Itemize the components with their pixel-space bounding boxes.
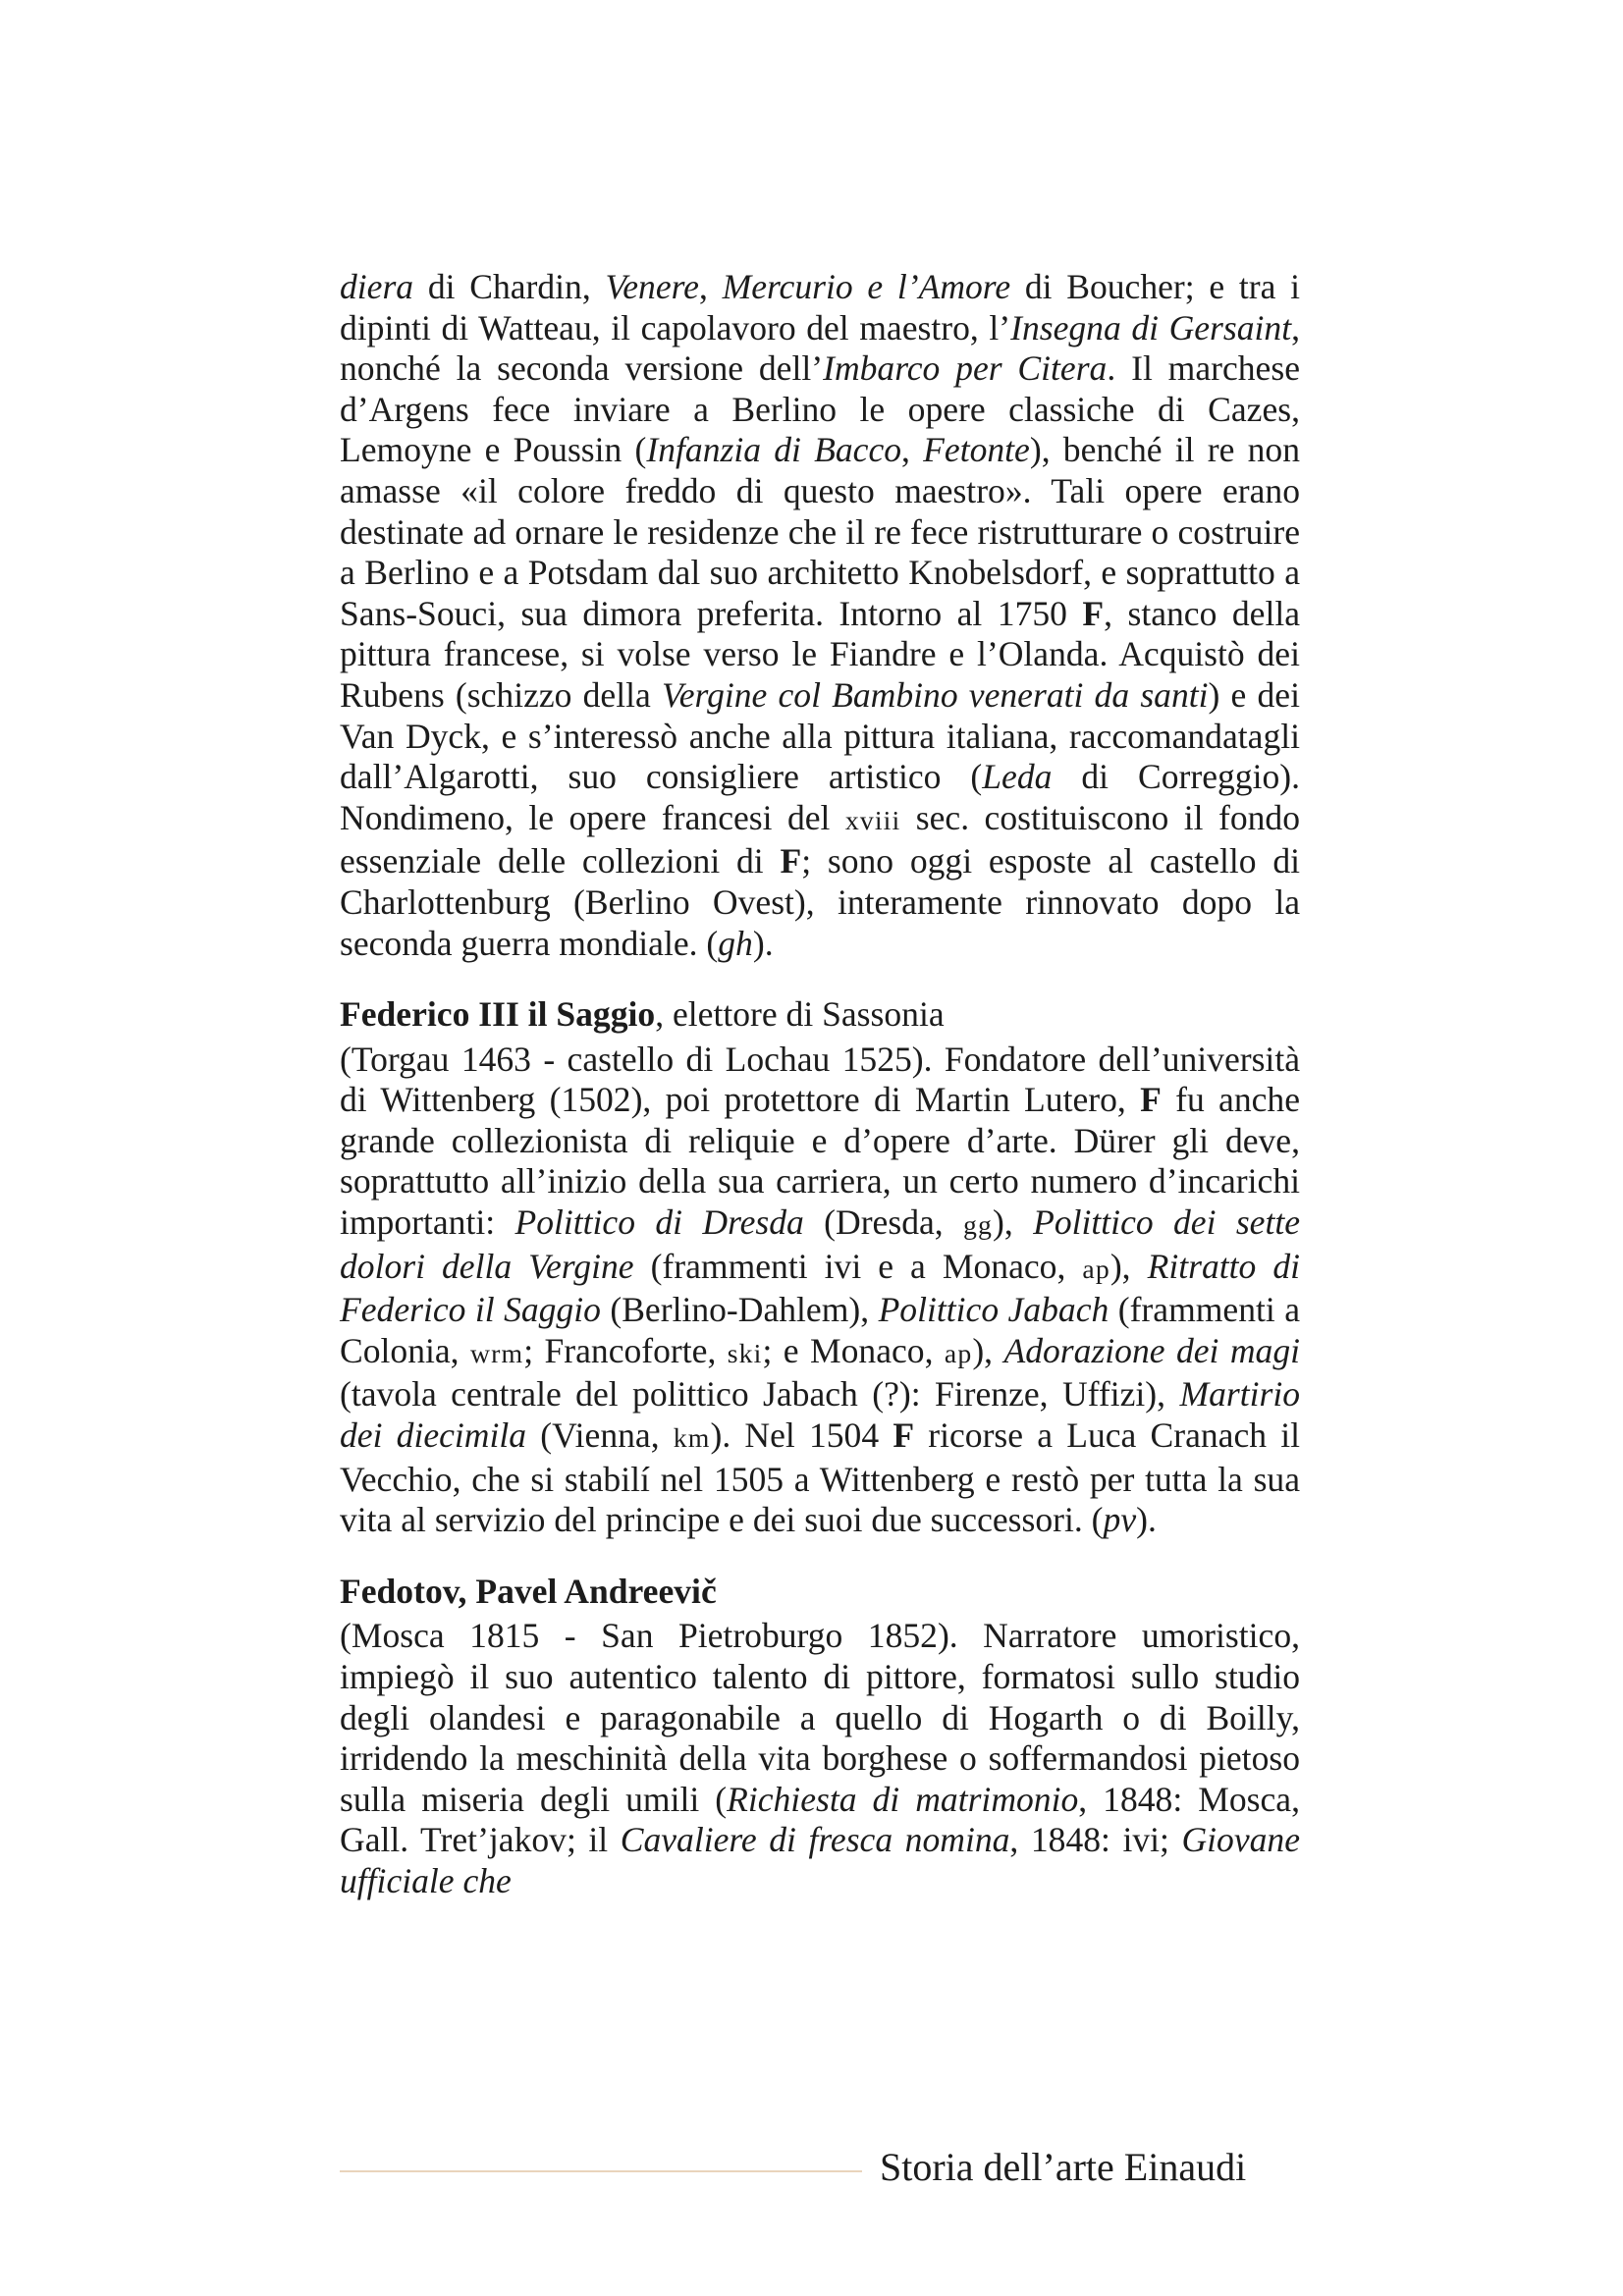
text-fragment: , bbox=[901, 430, 924, 470]
text-fragment: , bbox=[698, 267, 723, 306]
museum-abbrev: ski bbox=[727, 1338, 763, 1369]
artwork-title: Leda bbox=[982, 757, 1053, 797]
text-fragment: di Correggio). Nondimeno, le opere francesi del bbox=[340, 757, 1300, 837]
text-fragment: ) e dei Van Dyck, e s’interessò anche alla pittura italiana, raccomandatagli dall’Algarotti, suo consigliere artistico ( bbox=[340, 674, 1300, 797]
museum-abbrev: km bbox=[673, 1423, 711, 1455]
text-fragment: (Dresda, bbox=[803, 1202, 964, 1243]
text-fragment: di Chardin, bbox=[413, 267, 606, 306]
text-fragment: ), bbox=[972, 1330, 1004, 1370]
entry-heading-fedotov bbox=[340, 1572, 1300, 1613]
entry-name: Fedotov, Pavel Andreevič bbox=[340, 1571, 717, 1611]
text-fragment: . Il marchese d’Argens fece inviare a Berlino le opere classiche di Cazes, Lemoyne e Poussin ( bbox=[340, 348, 1300, 470]
artwork-title: Mercurio e l’Amore bbox=[722, 267, 1011, 306]
text-fragment: ), bbox=[1109, 1246, 1148, 1286]
author-initials: gh bbox=[718, 923, 753, 963]
text-fragment: ). bbox=[1136, 1500, 1157, 1540]
footer-title: Storia dell’arte Einaudi bbox=[880, 2145, 1247, 2189]
entry-text-federico-iii bbox=[340, 1040, 1300, 1541]
text-fragment: (frammenti a Colonia, bbox=[340, 1290, 1300, 1370]
roman-numeral: xviii bbox=[844, 805, 901, 836]
entry-name: Federico III il Saggio bbox=[340, 994, 656, 1035]
artwork-title: Giovane ufficiale che bbox=[340, 1820, 1300, 1900]
entry-text-federico-ii-cont bbox=[340, 267, 1300, 964]
author-initials: pv bbox=[1103, 1500, 1137, 1540]
artwork-title: Polittico dei sette dolori della Vergine bbox=[340, 1202, 1301, 1286]
artwork-title: Venere bbox=[605, 267, 699, 306]
artwork-title: Cavaliere di fresca nomina bbox=[620, 1820, 1010, 1860]
museum-abbrev: gg bbox=[963, 1210, 994, 1242]
text-fragment: , stanco della pittura francese, si volse verso le Fiandre e l’Olanda. Acquistò dei Rubens (schizzo della bbox=[340, 593, 1300, 715]
artwork-title: Fetonte bbox=[923, 430, 1030, 470]
text-fragment: (Vienna, bbox=[526, 1415, 674, 1456]
text-fragment: (Berlino-Dahlem), bbox=[600, 1290, 879, 1330]
artwork-title: Insegna di Gersaint bbox=[1010, 307, 1292, 347]
entry-text-fedotov bbox=[340, 1616, 1300, 1901]
text-fragment: ; Francoforte, bbox=[523, 1330, 728, 1370]
text-fragment: (frammenti ivi e a Monaco, bbox=[633, 1246, 1083, 1286]
text-fragment: , 1848: ivi; bbox=[1009, 1820, 1182, 1860]
museum-abbrev: ap bbox=[1082, 1254, 1110, 1285]
artwork-title: Adorazione dei magi bbox=[1003, 1330, 1301, 1370]
museum-abbrev: wrm bbox=[469, 1338, 524, 1369]
artwork-title: Richiesta di matrimonio bbox=[727, 1779, 1079, 1819]
text-fragment: ; sono oggi esposte al castello di Charlottenburg (Berlino Ovest), interamente rinnovato dopo la seconda guerra mondiale. ( bbox=[340, 841, 1300, 963]
artwork-title: Martirio dei diecimila bbox=[340, 1374, 1300, 1456]
text-fragment: di Boucher; e tra i dipinti di Watteau, il capolavoro del maestro, l’ bbox=[340, 267, 1301, 347]
subject-abbrev: F bbox=[780, 841, 802, 881]
artwork-title: Polittico Jabach bbox=[878, 1290, 1109, 1330]
artwork-title: Infanzia di Bacco bbox=[646, 430, 902, 470]
museum-abbrev: ap bbox=[944, 1338, 973, 1369]
page-body bbox=[340, 267, 1300, 1902]
artwork-title: Ritratto di Federico il Saggio bbox=[340, 1246, 1300, 1330]
text-fragment: (Mosca 1815 - San Pietroburgo 1852). Narratore umoristico, impiegò il suo autentico talento di pittore, formatosi sullo studio degli olandesi e paragonabile a quello di Hogarth o di Boilly, irridendo la meschinità della vita borghese o soffermandosi pietoso sulla miseria degli umili ( bbox=[340, 1616, 1300, 1819]
text-fragment: ; e Monaco, bbox=[762, 1330, 945, 1370]
subject-abbrev: F bbox=[1140, 1080, 1162, 1120]
text-fragment: sec. costituiscono il fondo essenziale delle collezioni di bbox=[340, 797, 1300, 881]
text-fragment: , nonché la seconda versione dell’ bbox=[340, 307, 1300, 389]
text-fragment: (tavola centrale del polittico Jabach (?): Firenze, Uffizi), bbox=[340, 1374, 1180, 1415]
entry-heading-federico-iii bbox=[340, 994, 1300, 1036]
text-fragment: ). Nel 1504 bbox=[710, 1415, 893, 1456]
text-fragment: fu anche grande collezionista di reliquie e d’opere d’arte. Dürer gli deve, soprattutto all’inizio della sua carriera, un certo numero d’incarichi importanti: bbox=[340, 1080, 1300, 1243]
artwork-title: Imbarco per Citera bbox=[823, 348, 1108, 389]
text-fragment: ), bbox=[993, 1202, 1034, 1243]
text-fragment: ), benché il re non amasse «il colore freddo di questo maestro». Tali opere erano destinate ad ornare le residenze che il re fece ristrutturare o costruire a Berlino e a Potsdam dal suo architetto Knobelsdorf, e soprattutto a Sans-Souci, sua dimora preferita. Intorno al 1750 bbox=[340, 430, 1300, 633]
subject-abbrev: F bbox=[1082, 593, 1105, 633]
entry-subtitle: , elettore di Sassonia bbox=[655, 994, 945, 1035]
text-fragment: (Torgau 1463 - castello di Lochau 1525). Fondatore dell’università di Wittenberg (1502), poi protettore di Martin Lutero, bbox=[340, 1039, 1300, 1120]
text-fragment: , 1848: Mosca, Gall. Tret’jakov; il bbox=[340, 1779, 1300, 1860]
artwork-title: Vergine col Bambino venerati da santi bbox=[661, 674, 1209, 715]
artwork-title: Polittico di Dresda bbox=[514, 1202, 804, 1243]
text-fragment: ). bbox=[752, 923, 774, 963]
footer-rule bbox=[340, 2170, 862, 2172]
subject-abbrev: F bbox=[893, 1415, 915, 1456]
text-fragment: ricorse a Luca Cranach il Vecchio, che si stabilí nel 1505 a Wittenberg e restò per tutta la sua vita al servizio del principe e dei suoi due successori. ( bbox=[340, 1415, 1301, 1540]
italic-fragment: diera bbox=[340, 267, 414, 306]
